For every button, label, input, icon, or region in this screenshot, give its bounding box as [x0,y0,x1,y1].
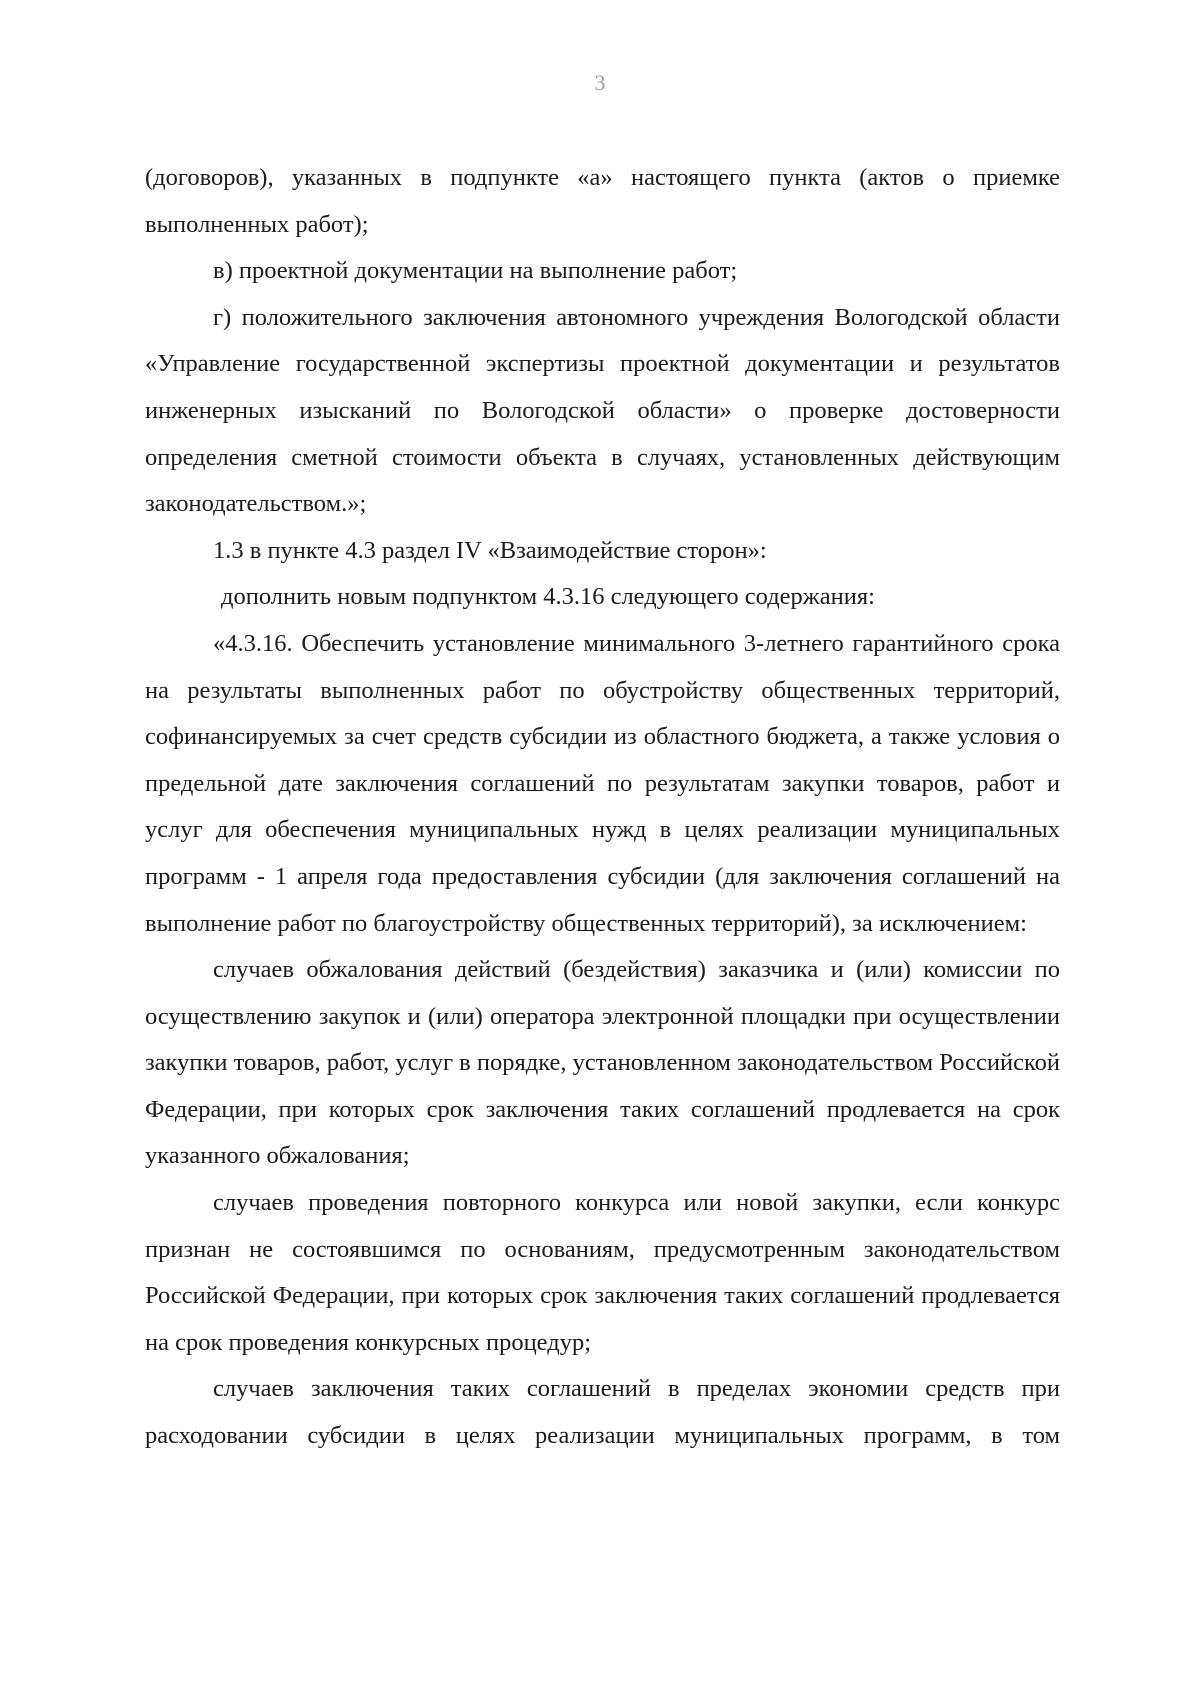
paragraph-item-v: в) проектной документации на выполнение работ; [213,257,738,285]
paragraph-exception-savings: случаев заключения таких соглашений в пределах экономии средств при расходовании субсидии в целях реализации муниципальных программ, в том [145,1375,1060,1450]
paragraph-item-g: г) положительного заключения автономного учреждения Вологодской области «Управление государственной экспертизы проектной документации и результатов инженерных изысканий по Вологодской области» о проверке достоверности определения сметной стоимости объекта в случаях, установленных действующим законодательством.»; [145,303,1060,518]
paragraph-exception-repeat-tender: случаев проведения повторного конкурса или новой закупки, если конкурс признан не состоявшимся по основаниям, предусмотренным законодательством Российской Федерации, при которых срок заключения таких соглашений продлевается на срок проведения конкурсных процедур; [145,1189,1060,1356]
paragraph-exception-appeal: случаев обжалования действий (бездействия) заказчика и (или) комиссии по осуществлению закупок и (или) оператора электронной площадки при осуществлении закупки товаров, работ, услуг в порядке, установленном законодательством Российской Федерации, при которых срок заключения таких соглашений продлевается на срок указанного обжалования; [145,956,1060,1170]
page-number: 3 [594,70,606,95]
paragraph-clause-4-3-16: «4.3.16. Обеспечить установление минимального 3-летнего гарантийного срока на результаты выполненных работ по обустройству общественных территорий, софинансируемых за счет средств субсидии из областного бюджета, а также условия о предельной дате заключения соглашений по результатам закупки товаров, работ и услуг для обеспечения муниципальных нужд в целях реализации муниципальных программ - 1 апреля года предоставления субсидии (для заключения соглашений на выполнение работ по благоустройству общественных территорий), за исключением: [145,629,1060,937]
paragraph-amendment-1-3: 1.3 в пункте 4.3 раздел IV «Взаимодействие сторон»: [213,536,767,564]
paragraph-add-subclause: дополнить новым подпунктом 4.3.16 следующего содержания: [221,583,875,611]
document-body [145,155,1060,1460]
paragraph-continuation: (договоров), указанных в подпункте «а» настоящего пункта (актов о приемке выполненных работ); [145,164,1060,238]
